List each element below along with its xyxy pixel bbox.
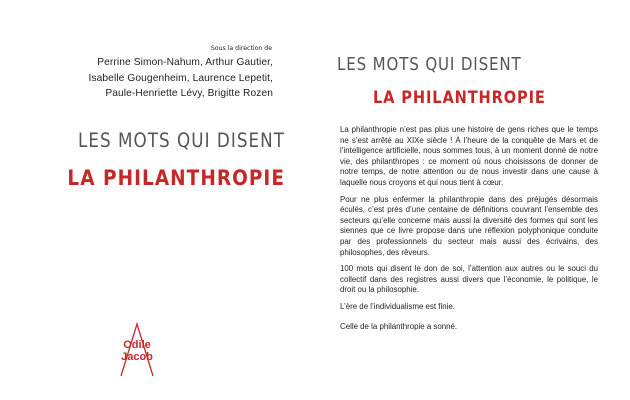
back-title-line1: LES MOTS QUI DISENT xyxy=(337,55,522,75)
publisher-logo xyxy=(118,322,156,377)
paragraph: 100 mots qui disent le don de soi, l’attention aux autres ou le souci du collectif dans des registres aussi divers que l’économie, le politique, le droit ou la philosophie. xyxy=(340,264,598,295)
paragraph: Celle de la philanthropie a sonné. xyxy=(340,321,458,331)
direction-label: Sous la direction de xyxy=(210,45,272,52)
back-cover xyxy=(315,0,630,400)
paragraph: La philanthropie n’est pas plus une histoire de gens riches que le temps ne s’est arrêté au XIXe siècle ! À l’heure de la conquête de Mars et de l’intelligence artificielle, nous sommes tous, à un moment donné de notre vie, des philanthropes : ce moment où nous choisissons de donner de notre temps, de notre attention ou de nous investir dans une cause à laquelle nous croyons et qui nous tient à cœur. xyxy=(340,125,598,187)
paragraph: L’ère de l’individualisme est finie. xyxy=(340,301,455,311)
logo-word-jacob: Jacob xyxy=(121,351,153,363)
authors-list xyxy=(68,55,273,102)
back-title-line2: LA PHILANTHROPIE xyxy=(373,88,546,108)
authors-line: Isabelle Gougenheim, Laurence Lepetit, xyxy=(88,72,273,84)
logo-word-odile: Odile xyxy=(123,339,151,351)
front-title-line2: LA PHILANTHROPIE xyxy=(67,166,285,191)
authors-line: Paule-Henriette Lévy, Brigitte Rozen xyxy=(105,88,273,99)
back-cover-text xyxy=(340,125,598,341)
authors-line: Perrine Simon-Nahum, Arthur Gautier, xyxy=(97,57,273,68)
paragraph: Pour ne plus enfermer la philanthropie dans des préjugés désormais éculés, c’est près d’une centaine de définitions couvrant l’ensemble des secteurs qu’elle concerne mais aussi la diversité des formes qui sont les siennes que ce livre propose dans une réflexion polyphonique conduite par des professionnels du secteur mais aussi des écrivains, des philosophes, des rêveurs. xyxy=(340,194,598,257)
front-title-line1: LES MOTS QUI DISENT xyxy=(77,129,285,152)
